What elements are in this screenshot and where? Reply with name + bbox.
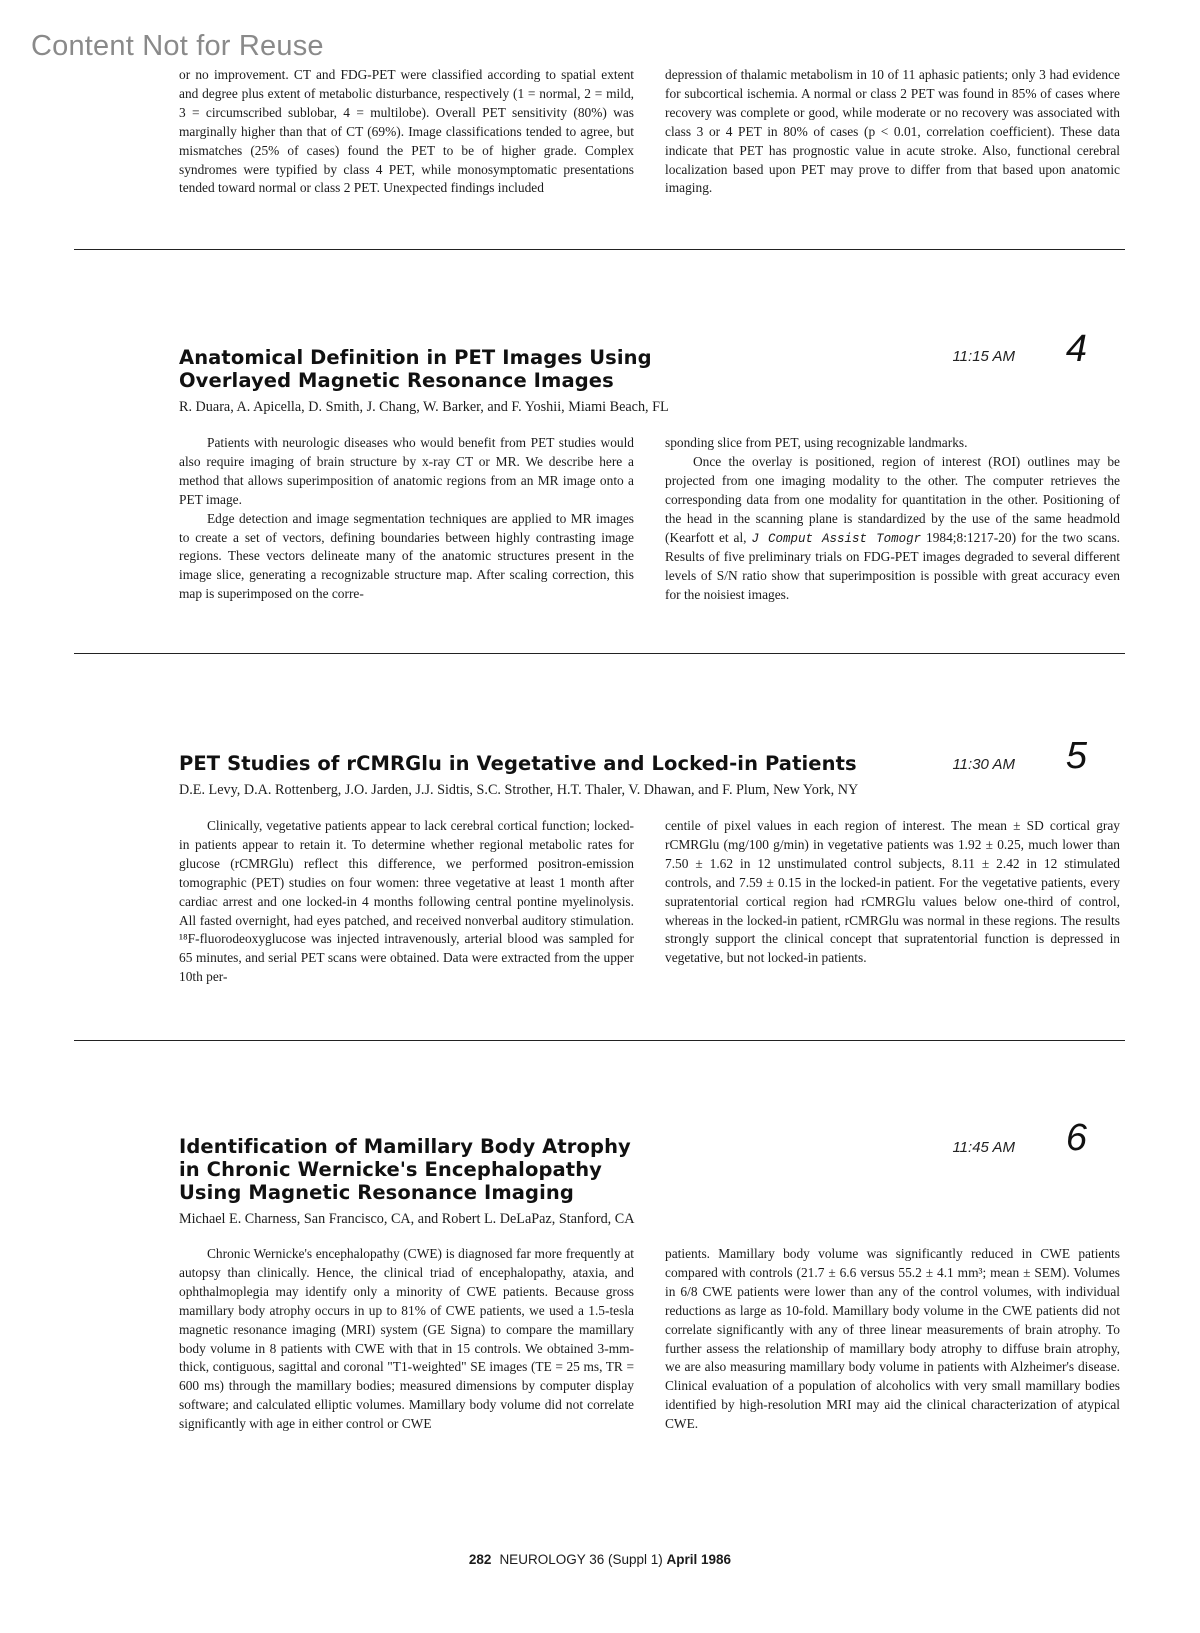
title-line: Overlayed Magnetic Resonance Images xyxy=(179,369,614,392)
right-column xyxy=(665,817,1120,987)
journal-name: NEUROLOGY 36 (Suppl 1) xyxy=(499,1552,663,1567)
top-right-column xyxy=(665,66,1120,198)
page-footer xyxy=(0,1552,1200,1567)
left-column xyxy=(179,1245,634,1434)
authors: Michael E. Charness, San Francisco, CA, and Robert L. DeLaPaz, Stanford, CA xyxy=(179,1211,635,1227)
authors: D.E. Levy, D.A. Rottenberg, J.O. Jarden, J.J. Sidtis, S.C. Strother, H.T. Thaler, V. Dhawan, and F. Plum, New York, NY xyxy=(179,782,859,798)
title-line: PET Studies of rCMRGlu in Vegetative and Locked-in Patients xyxy=(179,752,857,775)
article-body xyxy=(179,817,1120,987)
paragraph: Edge detection and image segmentation techniques are applied to MR images to create a set of vectors, defining boundaries between highly contrasting image regions. These vectors delineate many of the anatomic structures present in the image slice, generating a recognizable structure map. After scaling correction, this map is superimposed on the corre- xyxy=(179,510,634,602)
abstract-number: 6 xyxy=(1065,1117,1087,1159)
session-time: 11:30 AM xyxy=(952,756,1015,773)
article-title xyxy=(179,346,652,392)
paragraph: depression of thalamic metabolism in 10 of 11 aphasic patients; only 3 had evidence for subcortical ischemia. A normal or class 2 PET was found in 85% of cases where recovery was complete or good, while moderate or no recovery was associated with class 3 or 4 PET in 80% of cases (p < 0.01, correlation coefficient). These data indicate that PET has prognostic value in acute stroke. Also, functional cerebral localization based upon PET may prove to differ from that based upon anatomic imaging. xyxy=(665,67,1120,196)
authors: R. Duara, A. Apicella, D. Smith, J. Chang, W. Barker, and F. Yoshii, Miami Beach, FL xyxy=(179,399,669,415)
paragraph: patients. Mamillary body volume was significantly reduced in CWE patients compared with controls (21.7 ± 6.6 versus 55.2 ± 4.1 mm³; mean ± SEM). Volumes in 6/8 CWE patients were lower than any of the control volumes, with individual reductions as large as 10-fold. Mamillary body volume in the CWE patients did not correlate significantly with any of three linear measurements of brain atrophy. To further assess the relationship of mamillary body atrophy to diffuse brain atrophy, we are also measuring mamillary body volume in patients with Alzheimer's disease. Clinical evaluation of a population of alcoholics with very small mamillary bodies identified by high-resolution MRI may aid the clinical characterization of atypical CWE. xyxy=(665,1246,1120,1432)
section-divider xyxy=(74,653,1125,654)
text-run: Once the overlay is positioned, region of interest (ROI) outlines may be projected from one imaging modality to the other. The computer retrieves the corresponding data from one modality for quantitation in the other. Positioning of the head in the scanning plane is standardized by the use of the same headmold (Kearfott et al, xyxy=(665,453,1120,545)
title-line: Identification of Mamillary Body Atrophy xyxy=(179,1135,631,1158)
paragraph: Chronic Wernicke's encephalopathy (CWE) is diagnosed far more frequently at autopsy than clinically. Hence, the clinical triad of encephalopathy, ataxia, and ophthalmoplegia may identify only a minority of CWE patients. Because gross mamillary body atrophy occurs in up to 81% of CWE patients, we used a 1.5-tesla magnetic resonance imaging (MRI) system (GE Signa) to compare the mamillary body volume in 8 patients with CWE with that in 15 controls. We obtained 3-mm-thick, contiguous, sagittal and coronal "T1-weighted" SE images (TE = 25 ms, TR = 600 ms) through the mamillary bodies; measured dimensions by computer display software; and calculated elliptic volumes. Mamillary body volume did not correlate significantly with age in either control or CWE xyxy=(179,1246,634,1432)
article-title xyxy=(179,752,857,775)
article-title xyxy=(179,1135,631,1204)
text-run: 1984;8:1217-20) for the two scans. Results of five preliminary trials on FDG-PET images degraded to several different levels of S/N ratio show that superimposition is possible with great accuracy even for the noisiest images. xyxy=(665,529,1121,603)
paragraph: or no improvement. CT and FDG-PET were classified according to spatial extent and degree plus extent of metabolic disturbance, respectively (1 = normal, 2 = mild, 3 = circumscribed sublobar, 4 = multilobe). Overall PET sensitivity (80%) was marginally higher than that of CT (69%). Image classifications tended to agree, but mismatches (25% of cases) found the PET to be of higher grade. Complex syndromes were typified by class 4 PET, while monosymptomatic presentations tended toward normal or class 2 PET. Unexpected findings included xyxy=(179,67,634,196)
page-number: 282 xyxy=(468,1552,492,1567)
paragraph: sponding slice from PET, using recognizable landmarks. xyxy=(665,435,968,450)
paragraph: Patients with neurologic diseases who would benefit from PET studies would also require imaging of brain structure by x-ray CT or MR. We describe here a method that allows superimposition of anatomic regions from an MR image onto a PET image. xyxy=(179,435,634,507)
journal-citation: J Comput Assist Tomogr xyxy=(751,531,922,546)
right-column xyxy=(665,1245,1120,1434)
paragraph: Clinically, vegetative patients appear to lack cerebral cortical function; locked-in patients appear to retain it. To determine whether regional metabolic rates for glucose (rCMRGlu) reflect this difference, we performed positron-emission tomographic (PET) studies on four women: three vegetative at least 1 month after cardiac arrest and one locked-in 4 months following central pontine myelinolysis. All fasted overnight, had eyes patched, and received nonverbal auditory stimulation. ¹⁸F-fluorodeoxyglucose was injected intravenously, arterial blood was sampled for 65 minutes, and serial PET scans were obtained. Data were extracted from the upper 10th per- xyxy=(179,818,634,985)
section-divider xyxy=(74,249,1125,250)
section-divider xyxy=(74,1040,1125,1041)
title-line: in Chronic Wernicke's Encephalopathy xyxy=(179,1158,602,1181)
watermark: Content Not for Reuse xyxy=(31,30,324,62)
paragraph: centile of pixel values in each region of interest. The mean ± SD cortical gray rCMRGlu (mg/100 g/min) in vegetative patients was 1.92 ± 0.25, much lower than 7.50 ± 1.62 in 12 unstimulated control subjects, 8.11 ± 2.42 in 12 stimulated controls, and 7.59 ± 0.15 in the locked-in patient. For the vegetative patients, every supratentorial cortical region had rCMRGlu values below one-third of control, whereas in the locked-in patient, rCMRGlu was normal in these regions. The results strongly support the clinical concept that supratentorial function is depressed in vegetative, but not locked-in patients. xyxy=(665,818,1120,966)
left-column xyxy=(179,817,634,987)
article-body xyxy=(179,1245,1120,1434)
session-time: 11:15 AM xyxy=(952,348,1015,365)
top-continuation xyxy=(179,66,1120,198)
session-time: 11:45 AM xyxy=(952,1139,1015,1156)
article-body xyxy=(179,434,1120,605)
title-line: Using Magnetic Resonance Imaging xyxy=(179,1181,574,1204)
paragraph xyxy=(665,453,1120,605)
abstract-number: 4 xyxy=(1065,328,1087,370)
top-left-column xyxy=(179,66,634,198)
right-column xyxy=(665,434,1120,605)
abstract-number: 5 xyxy=(1065,735,1087,777)
left-column xyxy=(179,434,634,605)
title-line: Anatomical Definition in PET Images Using xyxy=(179,346,652,369)
issue-date: April 1986 xyxy=(666,1552,732,1567)
